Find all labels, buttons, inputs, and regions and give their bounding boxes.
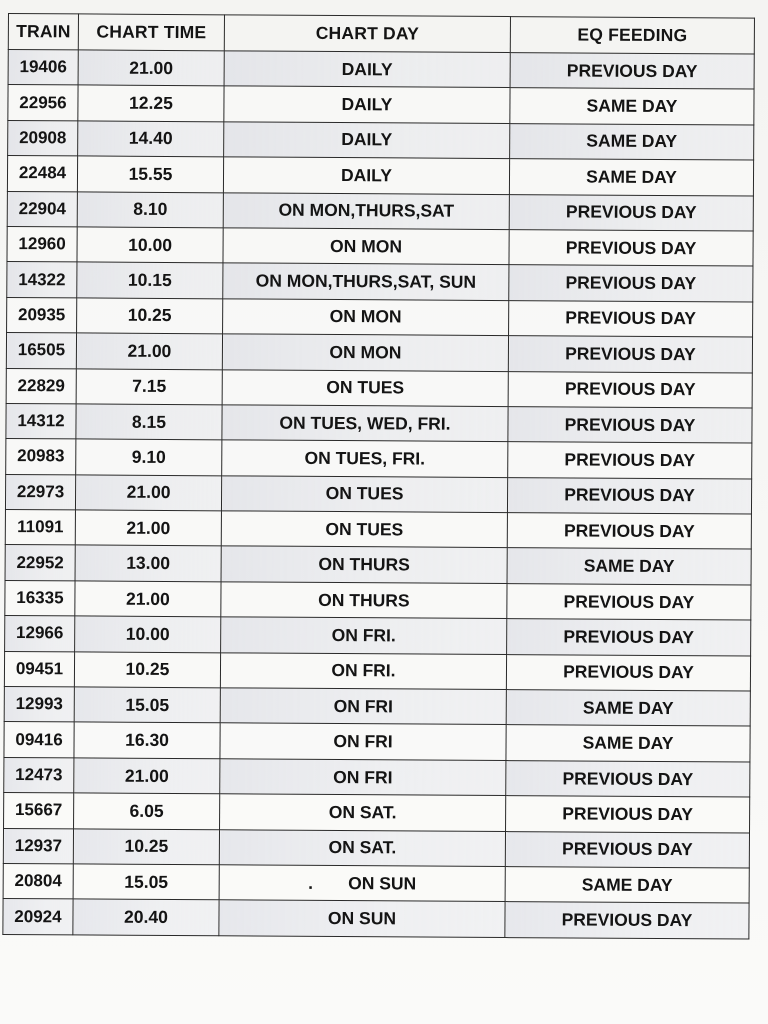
- cell-chart-day: ON SAT.: [219, 829, 505, 866]
- cell-train: 22956: [8, 85, 78, 121]
- table-row: [6, 333, 752, 373]
- cell-eq-feeding: SAME DAY: [506, 690, 750, 727]
- cell-train: 12473: [4, 757, 74, 793]
- cell-chart-day: DAILY: [224, 51, 510, 88]
- cell-chart-day: ON THURS: [221, 546, 507, 583]
- cell-train: 09451: [4, 651, 74, 687]
- cell-eq-feeding: PREVIOUS DAY: [507, 619, 751, 656]
- cell-chart-day: ON FRI: [220, 688, 506, 725]
- table-row: [7, 156, 753, 196]
- cell-chart-day: ON TUES, WED, FRI.: [222, 405, 508, 442]
- cell-train: 12937: [3, 828, 73, 864]
- cell-eq-feeding: SAME DAY: [510, 88, 754, 125]
- cell-train: 16505: [6, 333, 76, 369]
- cell-chart-day: ON SUN: [219, 900, 505, 937]
- table-row: [7, 191, 753, 231]
- cell-chart-time: 15.55: [77, 156, 223, 192]
- cell-train: 22973: [5, 474, 75, 510]
- table-row: [4, 687, 750, 727]
- cell-eq-feeding: SAME DAY: [509, 159, 753, 196]
- cell-eq-feeding: PREVIOUS DAY: [508, 336, 752, 373]
- cell-chart-day: ON THURS: [221, 582, 507, 619]
- table-body: [3, 50, 754, 939]
- chart-schedule-table: [2, 13, 755, 939]
- paper-sheet: [8, 13, 754, 959]
- table-row: [7, 262, 753, 302]
- cell-chart-day: ON TUES: [222, 369, 508, 406]
- cell-chart-time: 16.30: [74, 722, 220, 758]
- cell-eq-feeding: PREVIOUS DAY: [508, 371, 752, 408]
- cell-chart-time: 21.00: [78, 50, 224, 86]
- cell-train: 14312: [6, 403, 76, 439]
- cell-eq-feeding: PREVIOUS DAY: [509, 300, 753, 337]
- cell-chart-time: 21.00: [75, 581, 221, 617]
- cell-chart-time: 21.00: [75, 475, 221, 511]
- table-row: [5, 545, 751, 585]
- header-row: [8, 14, 754, 55]
- table-row: [6, 439, 752, 479]
- cell-eq-feeding: SAME DAY: [505, 867, 749, 904]
- cell-chart-time: 21.00: [75, 510, 221, 546]
- cell-chart-day: ON MON: [223, 228, 509, 265]
- cell-train: 14322: [7, 262, 77, 298]
- cell-chart-time: 10.25: [77, 298, 223, 334]
- table-row: [6, 368, 752, 408]
- cell-eq-feeding: PREVIOUS DAY: [505, 902, 749, 939]
- cell-chart-day: ON TUES: [221, 476, 507, 513]
- cell-chart-time: 20.40: [73, 899, 219, 935]
- cell-train: 19406: [8, 50, 78, 86]
- cell-train: 12966: [5, 616, 75, 652]
- table-row: [6, 403, 752, 443]
- cell-chart-time: 14.40: [78, 121, 224, 157]
- cell-chart-day: ON FRI.: [221, 617, 507, 654]
- table-row: [7, 297, 753, 337]
- table-row: [4, 651, 750, 691]
- table-row: [8, 85, 754, 125]
- cell-chart-day: ON FRI: [220, 723, 506, 760]
- cell-chart-day: ON TUES: [221, 511, 507, 548]
- cell-chart-time: 6.05: [74, 793, 220, 829]
- cell-chart-day: ON TUES, FRI.: [222, 440, 508, 477]
- cell-chart-day: ON SAT.: [220, 794, 506, 831]
- cell-chart-day: ON FRI: [220, 759, 506, 796]
- cell-chart-time: 10.00: [75, 616, 221, 652]
- cell-eq-feeding: PREVIOUS DAY: [509, 194, 753, 231]
- cell-train: 22829: [6, 368, 76, 404]
- cell-chart-day: ON MON,THURS,SAT, SUN: [223, 263, 509, 300]
- cell-train: 12960: [7, 226, 77, 262]
- cell-train: 12993: [4, 687, 74, 723]
- cell-train: 22952: [5, 545, 75, 581]
- cell-chart-day: ON MON,THURS,SAT: [223, 192, 509, 229]
- stray-mark: .: [308, 872, 314, 893]
- cell-eq-feeding: PREVIOUS DAY: [508, 442, 752, 479]
- header-chart-day: CHART DAY: [224, 15, 510, 53]
- cell-eq-feeding: PREVIOUS DAY: [506, 796, 750, 833]
- cell-eq-feeding: PREVIOUS DAY: [507, 477, 751, 514]
- cell-train: 20983: [6, 439, 76, 475]
- cell-eq-feeding: SAME DAY: [506, 725, 750, 762]
- cell-eq-feeding: PREVIOUS DAY: [509, 230, 753, 267]
- table-row: [8, 50, 754, 90]
- table-row: [5, 510, 751, 550]
- cell-chart-time: 8.15: [76, 404, 222, 440]
- cell-chart-day: ON MON: [222, 334, 508, 371]
- cell-eq-feeding: PREVIOUS DAY: [509, 265, 753, 302]
- header-eq-feeding: EQ FEEDING: [510, 17, 754, 54]
- table-row: [5, 474, 751, 514]
- table-row: [4, 793, 750, 833]
- cell-train: 20924: [3, 899, 73, 935]
- cell-train: 20935: [7, 297, 77, 333]
- cell-chart-time: 15.05: [73, 864, 219, 900]
- cell-eq-feeding: SAME DAY: [510, 123, 754, 160]
- cell-chart-time: 21.00: [76, 333, 222, 369]
- table-row: [3, 863, 749, 903]
- table-row: [7, 226, 753, 266]
- cell-eq-feeding: PREVIOUS DAY: [507, 583, 751, 620]
- table-row: [8, 120, 754, 160]
- cell-chart-time: 8.10: [77, 191, 223, 227]
- header-chart-time: CHART TIME: [78, 14, 224, 51]
- cell-train: 20908: [8, 120, 78, 156]
- cell-chart-time: 9.10: [76, 439, 222, 475]
- cell-eq-feeding: PREVIOUS DAY: [508, 406, 752, 443]
- cell-eq-feeding: PREVIOUS DAY: [505, 831, 749, 868]
- cell-train: 22904: [7, 191, 77, 227]
- table-row: [3, 899, 749, 939]
- cell-train: 11091: [5, 510, 75, 546]
- cell-eq-feeding: PREVIOUS DAY: [506, 654, 750, 691]
- cell-chart-day: DAILY: [224, 86, 510, 123]
- cell-train: 22484: [7, 156, 77, 192]
- table-row: [5, 580, 751, 620]
- header-train: TRAIN: [8, 14, 78, 50]
- cell-chart-time: 12.25: [78, 85, 224, 121]
- cell-eq-feeding: PREVIOUS DAY: [507, 513, 751, 550]
- cell-chart-time: 21.00: [74, 758, 220, 794]
- cell-eq-feeding: SAME DAY: [507, 548, 751, 585]
- cell-chart-time: 10.00: [77, 227, 223, 263]
- cell-eq-feeding: PREVIOUS DAY: [506, 760, 750, 797]
- cell-chart-time: 15.05: [74, 687, 220, 723]
- table-row: [3, 828, 749, 868]
- cell-chart-time: 7.15: [76, 368, 222, 404]
- cell-chart-day: ON MON: [223, 299, 509, 336]
- table-row: [4, 757, 750, 797]
- cell-chart-time: 10.25: [73, 829, 219, 865]
- cell-chart-time: 10.15: [77, 262, 223, 298]
- cell-chart-time: 13.00: [75, 545, 221, 581]
- cell-train: 20804: [3, 863, 73, 899]
- cell-train: 16335: [5, 580, 75, 616]
- table-row: [4, 722, 750, 762]
- cell-train: 09416: [4, 722, 74, 758]
- cell-chart-day: DAILY: [224, 122, 510, 159]
- cell-chart-day-text: ON SUN: [348, 872, 417, 894]
- cell-eq-feeding: PREVIOUS DAY: [510, 53, 754, 90]
- cell-chart-day: ON FRI.: [220, 652, 506, 689]
- cell-chart-day: DAILY: [223, 157, 509, 194]
- cell-chart-time: 10.25: [74, 652, 220, 688]
- cell-train: 15667: [4, 793, 74, 829]
- cell-chart-day: [219, 865, 505, 902]
- table-row: [5, 616, 751, 656]
